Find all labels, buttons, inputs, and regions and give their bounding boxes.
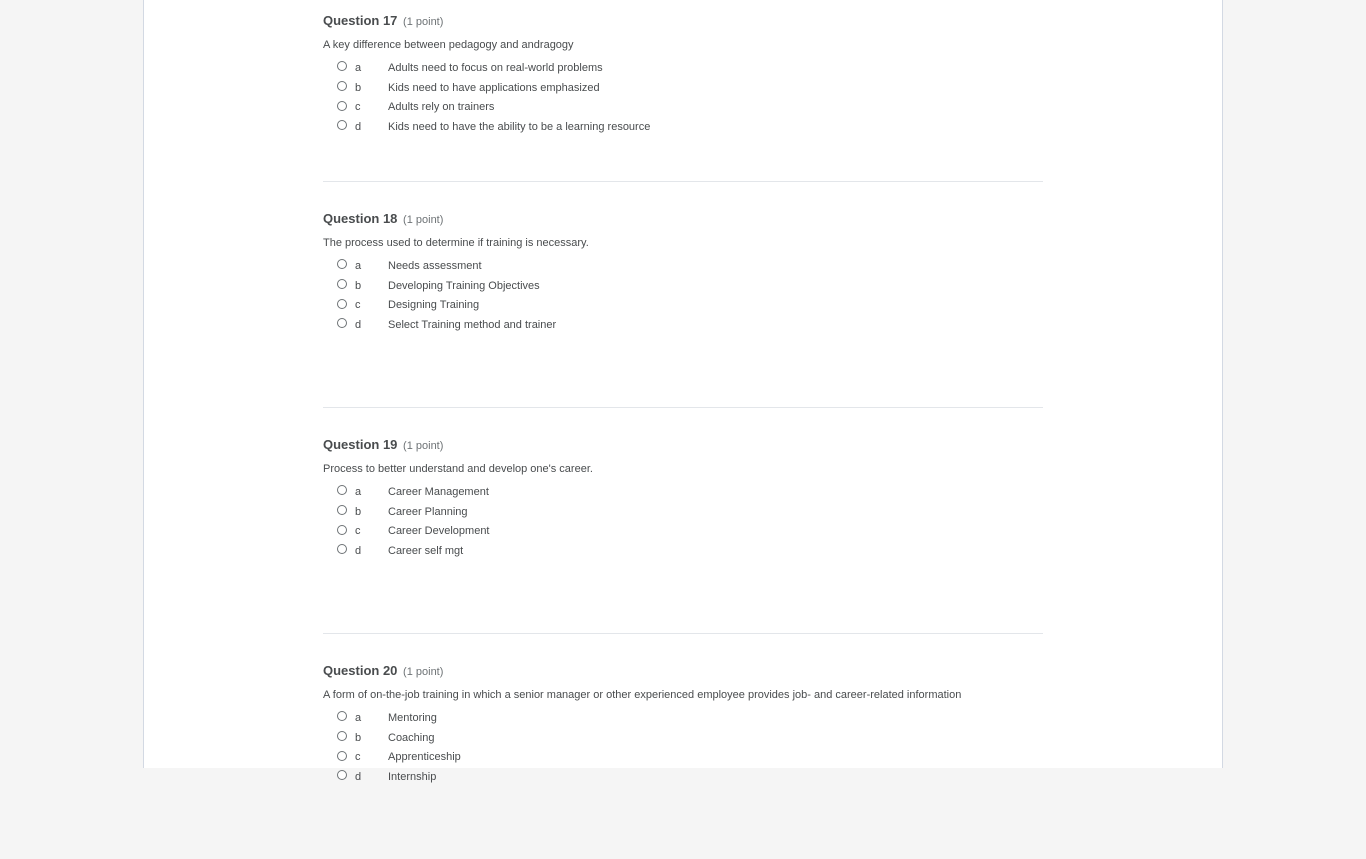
radio-button[interactable] [337, 279, 347, 289]
radio-button[interactable] [337, 505, 347, 515]
answer-options [323, 482, 1043, 561]
radio-button[interactable] [337, 485, 347, 495]
question-header [323, 662, 1043, 680]
option-label[interactable]: Internship [388, 770, 437, 783]
radio-button[interactable] [337, 120, 347, 130]
option-letter: c [355, 751, 361, 764]
question-20 [323, 633, 1043, 859]
radio-button[interactable] [337, 770, 347, 780]
question-points: (1 point) [403, 214, 444, 226]
option-a[interactable] [337, 482, 1043, 502]
answer-options [323, 708, 1043, 787]
question-text: Process to better understand and develop one's career. [323, 463, 593, 475]
radio-button[interactable] [337, 711, 347, 721]
option-b[interactable] [337, 728, 1043, 748]
option-a[interactable] [337, 708, 1043, 728]
answer-options [323, 256, 1043, 335]
option-label[interactable]: Kids need to have applications emphasized [388, 81, 600, 94]
question-19 [323, 407, 1043, 633]
option-letter: a [355, 61, 362, 74]
option-label[interactable]: Kids need to have the ability to be a learning resource [388, 120, 651, 133]
option-letter: d [355, 544, 362, 557]
option-d[interactable] [337, 117, 1043, 137]
question-header [323, 436, 1043, 454]
option-letter: c [355, 525, 361, 538]
question-text: A key difference between pedagogy and andragogy [323, 39, 574, 51]
option-letter: b [355, 81, 362, 94]
option-d[interactable] [337, 315, 1043, 335]
radio-button[interactable] [337, 101, 347, 111]
option-label[interactable]: Adults rely on trainers [388, 101, 495, 114]
radio-button[interactable] [337, 731, 347, 741]
option-label[interactable]: Needs assessment [388, 259, 482, 272]
option-letter: d [355, 120, 362, 133]
option-label[interactable]: Developing Training Objectives [388, 279, 540, 292]
question-title: Question 17 [323, 13, 398, 28]
radio-button[interactable] [337, 259, 347, 269]
question-title: Question 19 [323, 437, 398, 452]
question-text: The process used to determine if training is necessary. [323, 237, 589, 249]
question-text: A form of on-the-job training in which a senior manager or other experienced employee provides job- and career-related information [323, 689, 962, 701]
option-label[interactable]: Select Training method and trainer [388, 318, 557, 331]
option-a[interactable] [337, 256, 1043, 276]
question-header [323, 210, 1043, 228]
radio-button[interactable] [337, 299, 347, 309]
option-label[interactable]: Coaching [388, 731, 435, 744]
option-b[interactable] [337, 502, 1043, 522]
question-header [323, 12, 1043, 30]
option-letter: d [355, 770, 362, 783]
option-letter: d [355, 318, 362, 331]
option-b[interactable] [337, 276, 1043, 296]
radio-button[interactable] [337, 525, 347, 535]
option-letter: c [355, 299, 361, 312]
question-points: (1 point) [403, 666, 444, 678]
option-label[interactable]: Career self mgt [388, 544, 464, 557]
option-letter: a [355, 259, 362, 272]
option-label[interactable]: Career Planning [388, 505, 468, 518]
option-a[interactable] [337, 58, 1043, 78]
radio-button[interactable] [337, 318, 347, 328]
option-letter: b [355, 279, 362, 292]
question-points: (1 point) [403, 440, 444, 452]
radio-button[interactable] [337, 61, 347, 71]
option-label[interactable]: Mentoring [388, 711, 437, 724]
question-title: Question 18 [323, 211, 398, 226]
radio-button[interactable] [337, 751, 347, 761]
question-title: Question 20 [323, 663, 398, 678]
answer-options [323, 58, 1043, 137]
option-label[interactable]: Apprenticeship [388, 751, 461, 764]
option-label[interactable]: Designing Training [388, 299, 480, 312]
quiz-page [143, 0, 1223, 783]
option-label[interactable]: Career Management [388, 485, 489, 498]
option-c[interactable] [337, 295, 1043, 315]
question-points: (1 point) [403, 16, 444, 28]
option-d[interactable] [337, 541, 1043, 561]
option-letter: c [355, 101, 361, 114]
option-letter: b [355, 505, 362, 518]
option-c[interactable] [337, 521, 1043, 541]
option-b[interactable] [337, 78, 1043, 98]
quiz-content [323, 12, 1043, 859]
question-17 [323, 12, 1043, 181]
radio-button[interactable] [337, 81, 347, 91]
question-18 [323, 181, 1043, 407]
option-d[interactable] [337, 767, 1043, 787]
option-c[interactable] [337, 747, 1043, 767]
option-letter: a [355, 711, 362, 724]
option-label[interactable]: Career Development [388, 525, 490, 538]
option-letter: a [355, 485, 362, 498]
option-letter: b [355, 731, 362, 744]
option-c[interactable] [337, 97, 1043, 117]
radio-button[interactable] [337, 544, 347, 554]
option-label[interactable]: Adults need to focus on real-world problems [388, 61, 603, 74]
